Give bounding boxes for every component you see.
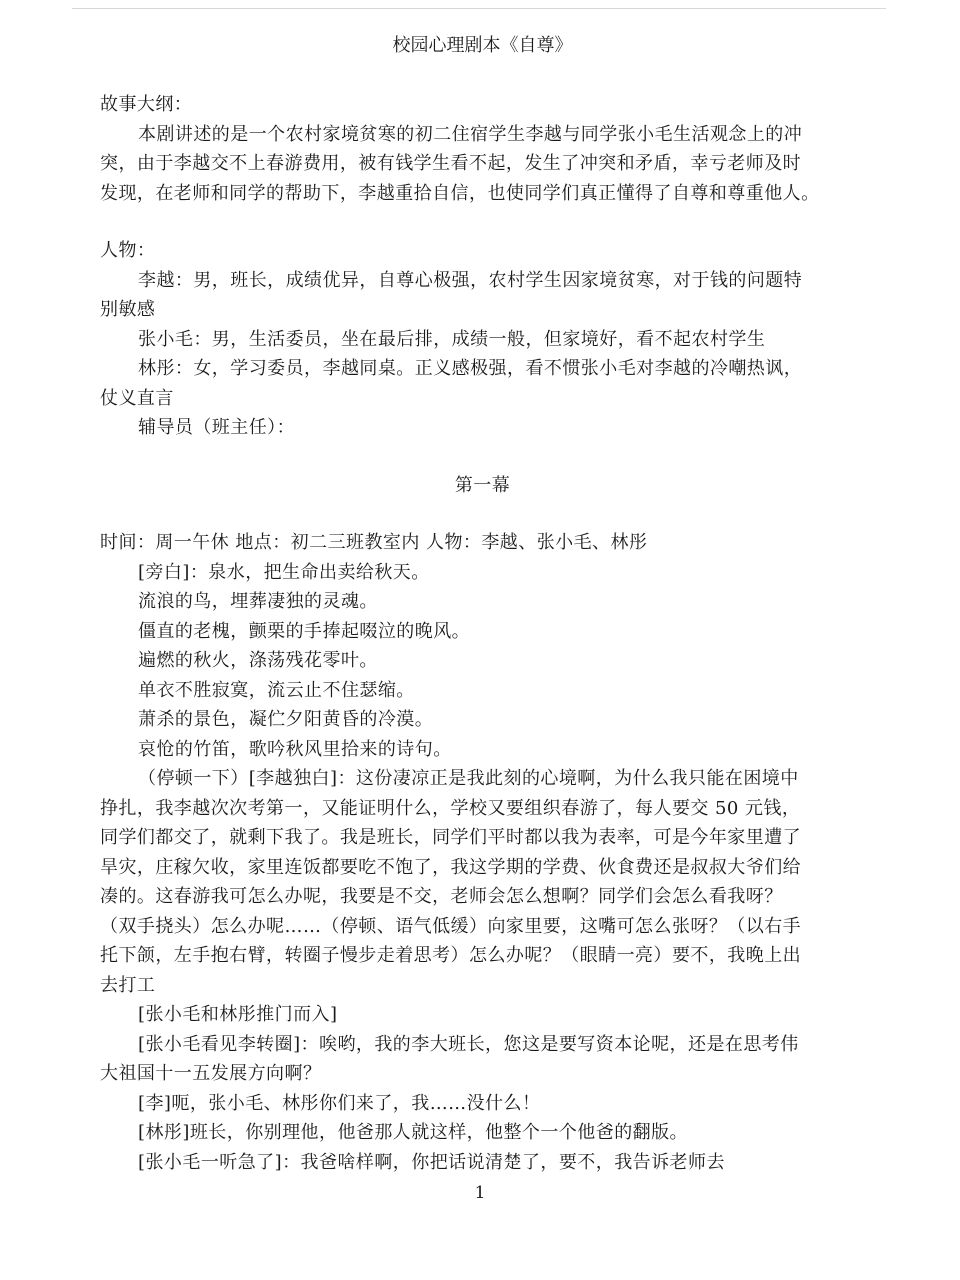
script-line: 凑的。这春游我可怎么办呢，我要是不交，老师会怎么想啊？同学们会怎么看我呀？: [100, 886, 783, 907]
script-line: 同学们都交了，就剩下我了。我是班长，同学们平时都以我为表率，可是今年家里遭了: [100, 827, 802, 848]
character-line: 仗义直言: [100, 387, 174, 409]
outline-line: 本剧讲述的是一个农村家境贫寒的初二住宿学生李越与同学张小毛生活观念上的冲: [138, 123, 803, 145]
page-number: 1: [474, 1183, 486, 1203]
script-line: [张小毛看见李转圈]：唉哟，我的李大班长，您这是要写资本论呢，还是在思考伟: [138, 1033, 799, 1055]
script-line: 遍燃的秋火，涤荡残花零叶。: [138, 650, 378, 671]
spacer: [100, 443, 865, 471]
spacer: [100, 500, 865, 528]
spacer: [100, 208, 865, 236]
script-line: [林彤]班长，你别理他，他爸那人就这样，他整个一个他爸的翻版。: [138, 1122, 688, 1143]
characters-heading: 人物：: [100, 240, 156, 261]
outline-line: 发现，在老师和同学的帮助下，李越重拾自信，也使同学们真正懂得了自尊和尊重他人。: [100, 182, 820, 204]
outline-line: 突，由于李越交不上春游费用，被有钱学生看不起，发生了冲突和矛盾，幸亏老师及时: [100, 153, 802, 174]
script-line: 僵直的老槐，颤栗的手捧起啜泣的晚风。: [138, 620, 471, 642]
script-line: 流浪的鸟，埋葬凄独的灵魂。: [138, 591, 378, 612]
script-line: 旱灾，庄稼欠收，家里连饭都要吃不饱了，我这学期的学费、伙食费还是叔叔大爷们给: [100, 856, 802, 878]
script-line: [张小毛和林彤推门而入]: [138, 1004, 338, 1025]
act-heading: 第一幕: [454, 474, 511, 496]
document-title: 校园心理剧本《自尊》: [392, 35, 573, 56]
script-line: [张小毛一听急了]：我爸啥样啊，你把话说清楚了，要不，我告诉老师去: [138, 1151, 725, 1173]
script-line: 去打工: [100, 974, 156, 996]
script-line: 托下颌，左手抱右臂，转圈子慢步走着思考）怎么办呢？（眼睛一亮）要不，我晚上出: [100, 945, 802, 966]
script-line: 挣扎，我李越次次考第一，又能证明什么，学校又要组织春游了，每人要交 50 元钱，: [100, 797, 801, 819]
character-line: 别敏感: [100, 299, 156, 320]
spacer: [100, 62, 865, 90]
script-line: 萧杀的景色，凝伫夕阳黄昏的冷漠。: [138, 709, 434, 730]
character-line: 林彤：女，学习委员，李越同桌。正义感极强，看不惯张小毛对李越的冷嘲热讽，: [138, 358, 803, 379]
document-page: [100, 30, 865, 1177]
script-line: [李]呃，张小毛、林彤你们来了，我……没什么！: [138, 1092, 541, 1114]
character-line: 李越：男，班长，成绩优异，自尊心极强，农村学生因家境贫寒，对于钱的问题特: [138, 269, 803, 291]
script-line: （双手挠头）怎么办呢……（停顿、语气低缓）向家里要，这嘴可怎么张呀？（以右手: [100, 915, 802, 937]
top-rule: [72, 8, 886, 9]
outline-heading: 故事大纲：: [100, 94, 193, 115]
script-line: （停顿一下）[李越独白]：这份凄凉正是我此刻的心境啊，为什么我只能在困境中: [138, 768, 799, 789]
character-line: 辅导员（班主任）：: [138, 417, 296, 438]
script-line: [旁白]：泉水，把生命出卖给秋天。: [138, 561, 430, 583]
script-line: 大祖国十一五发展方向啊？: [100, 1063, 322, 1084]
script-line: 哀怆的竹笛，歌吟秋风里拾来的诗句。: [138, 738, 452, 760]
script-line: 单衣不胜寂寞，流云止不住瑟缩。: [138, 679, 415, 701]
act-setting: 时间：周一午休 地点：初二三班教室内 人物：李越、张小毛、林彤: [100, 532, 648, 553]
character-line: 张小毛：男，生活委员，坐在最后排，成绩一般，但家境好，看不起农村学生: [138, 328, 766, 350]
